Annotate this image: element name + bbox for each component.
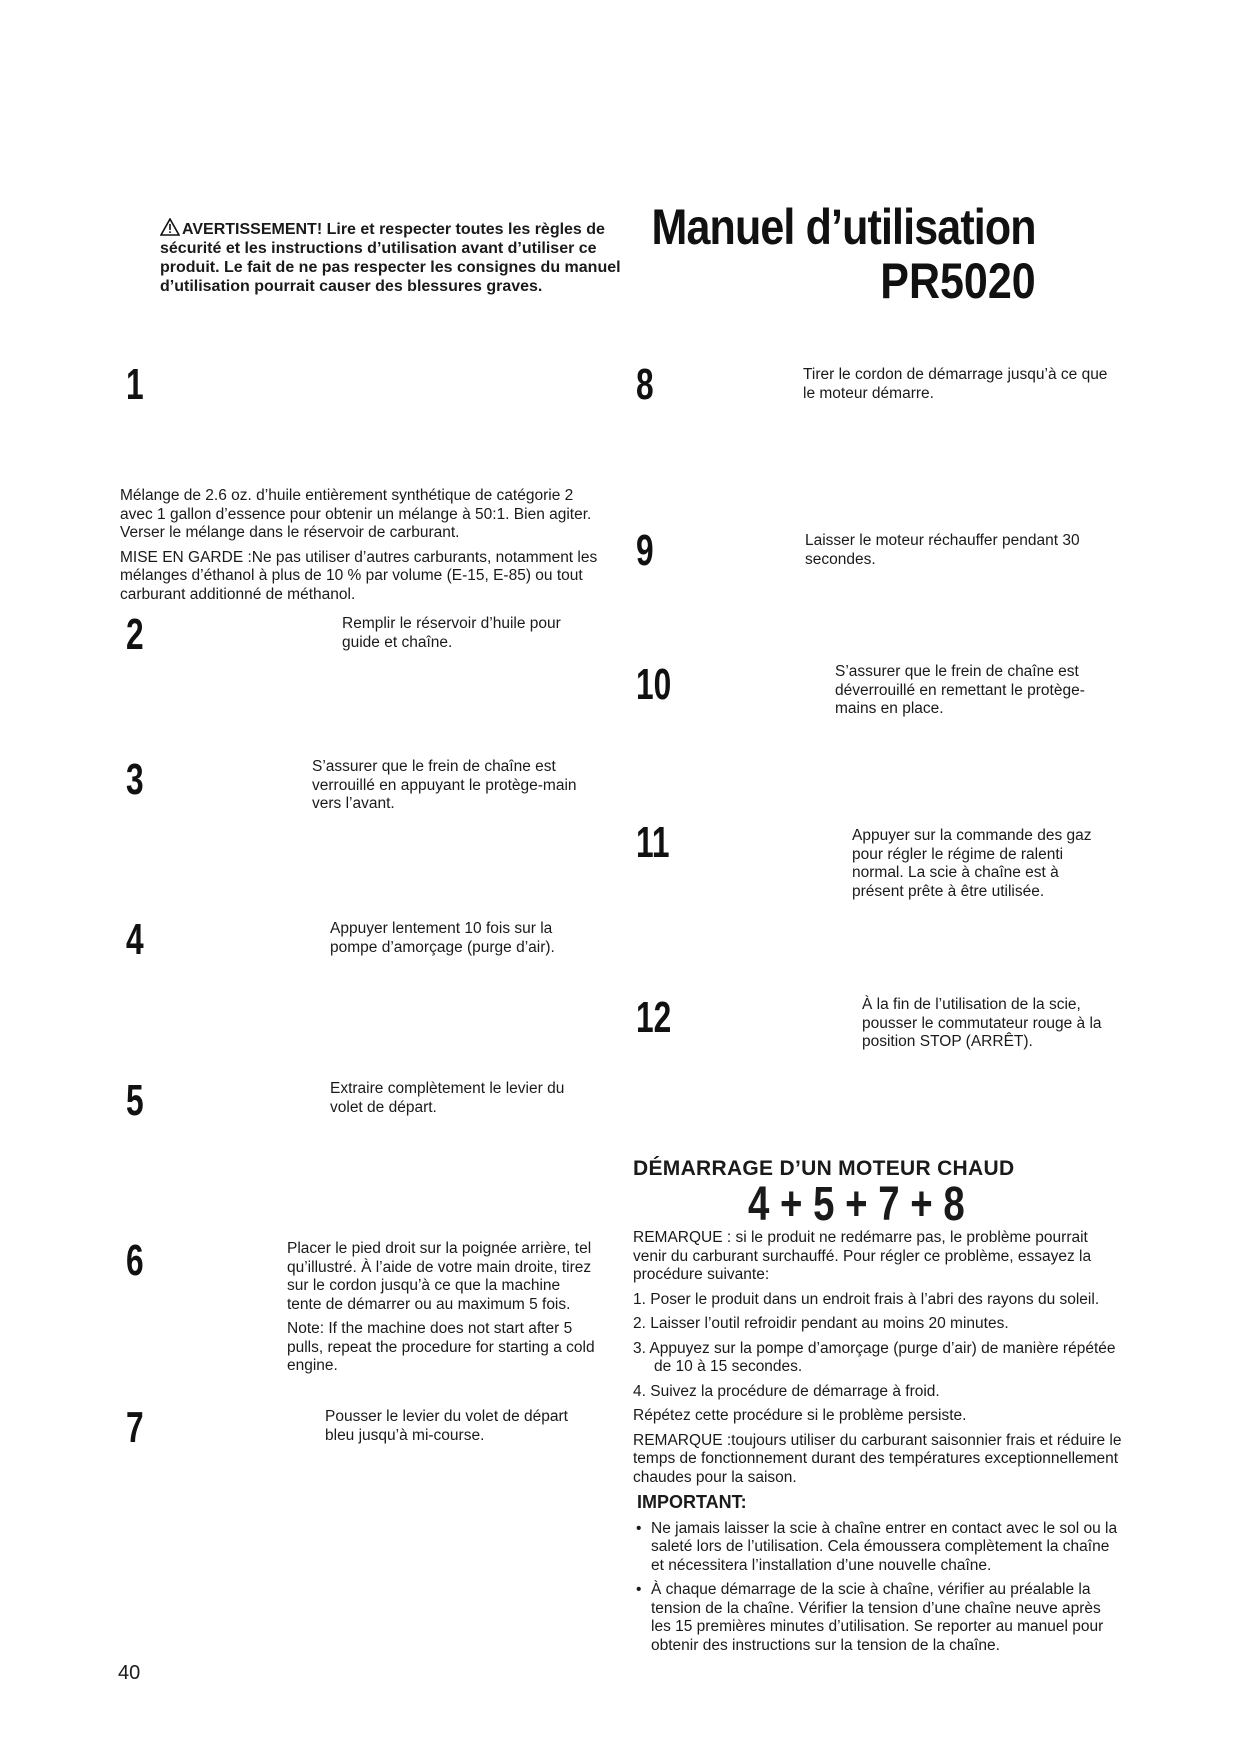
safety-warning [160, 218, 640, 296]
model-number: PR5020 [880, 253, 1036, 309]
step-number: 6 [126, 1236, 144, 1285]
hot-start-procedure [633, 1291, 1123, 1402]
step-2-text: Remplir le réservoir d’huile pour guide et chaîne. [342, 615, 561, 651]
step-1-text [120, 487, 610, 610]
manual-title [589, 200, 1036, 308]
step-3-text: S’assurer que le frein de chaîne est verrouillé en appuyant le protège-main vers l’avant. [312, 758, 577, 812]
step-6-text [287, 1240, 597, 1382]
procedure-step: 2. Laisser l’outil refroidir pendant au moins 20 minutes. [633, 1315, 1009, 1332]
hot-start-remark: REMARQUE : si le produit ne redémarre pas, le problème pourrait venir du carburant surchauffé. Pour régler ce problème, essayez la procédure suivante: [633, 1229, 1092, 1283]
important-heading: IMPORTANT: [637, 1492, 747, 1512]
seasonal-fuel-remark: REMARQUE :toujours utiliser du carburant saisonnier frais et réduire le temps de fonctionnement durant des températures exceptionnellement chaudes pour la saison. [633, 1431, 1122, 1486]
important-item: • À chaque démarrage de la scie à chaîne, vérifier au préalable la tension de la chaîne. Vérifier la tension d’une chaîne neuve après les 15 premières minutes d’utilisation. Se reporter au manuel pour obtenir des instructions sur la tension de la chaîne. [633, 1581, 1123, 1655]
step-number: 5 [126, 1076, 144, 1125]
step-1-mixture: Mélange de 2.6 oz. d’huile entièrement synthétique de catégorie 2 avec 1 gallon d’essence pour obtenir un mélange à 50:1. Bien agiter. Verser le mélange dans le réservoir de carburant. [120, 487, 592, 541]
page-number: 40 [118, 1662, 141, 1684]
warning-triangle-icon [160, 218, 180, 236]
step-number: 2 [126, 610, 144, 659]
hot-start-body [633, 1229, 1123, 1661]
step-number: 3 [126, 755, 144, 804]
step-5-text: Extraire complètement le levier du volet de départ. [330, 1080, 565, 1116]
procedure-step: 3. Appuyez sur la pompe d’amorçage (purge d’air) de manière répétée de 10 à 15 secondes. [633, 1339, 1116, 1375]
step-1-caution: MISE EN GARDE :Ne pas utiliser d’autres carburants, notamment les mélanges d’éthanol à plus de 10 % par volume (E-15, E-85) ou tout carburant additionné de méthanol. [120, 548, 598, 603]
step-7-text: Pousser le levier du volet de départ bleu jusqu’à mi-course. [325, 1408, 568, 1444]
important-list [633, 1520, 1123, 1656]
step-4-text: Appuyer lentement 10 fois sur la pompe d’amorçage (purge d’air). [330, 920, 555, 956]
hot-start-heading: DÉMARRAGE D’UN MOTEUR CHAUD [633, 1157, 1015, 1180]
step-number: 8 [636, 360, 654, 409]
step-10-text: S’assurer que le frein de chaîne est déverrouillé en remettant le protège-mains en place. [835, 663, 1085, 717]
step-number: 11 [636, 818, 670, 867]
step-number: 9 [636, 526, 654, 575]
step-number: 10 [636, 660, 672, 709]
important-item: • Ne jamais laisser la scie à chaîne entrer en contact avec le sol ou la saleté lors de l’utilisation. Cela émoussera complètement la chaîne et nécessitera l’installation d’une nouvelle chaîne. [633, 1520, 1123, 1576]
procedure-step: 1. Poser le produit dans un endroit frais à l’abri des rayons du soleil. [633, 1290, 1100, 1308]
hot-start-formula: 4 + 5 + 7 + 8 [748, 1178, 965, 1231]
title-line1: Manuel d’utilisation [651, 199, 1036, 255]
step-6-instruction: Placer le pied droit sur la poignée arrière, tel qu’illustré. À l’aide de votre main droite, tirez sur le cordon jusqu’à ce que la machine tente de démarrer ou au maximum 5 fois. [287, 1240, 592, 1313]
warning-text: AVERTISSEMENT! Lire et respecter toutes les règles de sécurité et les instructions d’utilisation avant d’utiliser ce produit. Le fait de ne pas respecter les consignes du manuel d’utilisation pourrait causer des blessures graves. [160, 221, 621, 295]
step-11-text: Appuyer sur la commande des gaz pour régler le régime de ralenti normal. La scie à chaîne est à présent prête à être utilisée. [852, 827, 1092, 900]
step-12-text: À la fin de l’utilisation de la scie, pousser le commutateur rouge à la position STOP (ARRÊT). [862, 996, 1102, 1050]
step-6-note: Note: If the machine does not start after 5 pulls, repeat the procedure for starting a cold engine. [287, 1320, 595, 1374]
procedure-step: 4. Suivez la procédure de démarrage à froid. [633, 1382, 940, 1400]
repeat-note: Répétez cette procédure si le problème persiste. [633, 1407, 967, 1424]
step-number: 12 [636, 993, 672, 1042]
step-9-text: Laisser le moteur réchauffer pendant 30 secondes. [805, 532, 1080, 568]
step-8-text: Tirer le cordon de démarrage jusqu’à ce que le moteur démarre. [803, 366, 1108, 402]
step-number: 4 [126, 915, 144, 964]
step-number: 1 [126, 360, 144, 409]
step-number: 7 [126, 1403, 144, 1452]
